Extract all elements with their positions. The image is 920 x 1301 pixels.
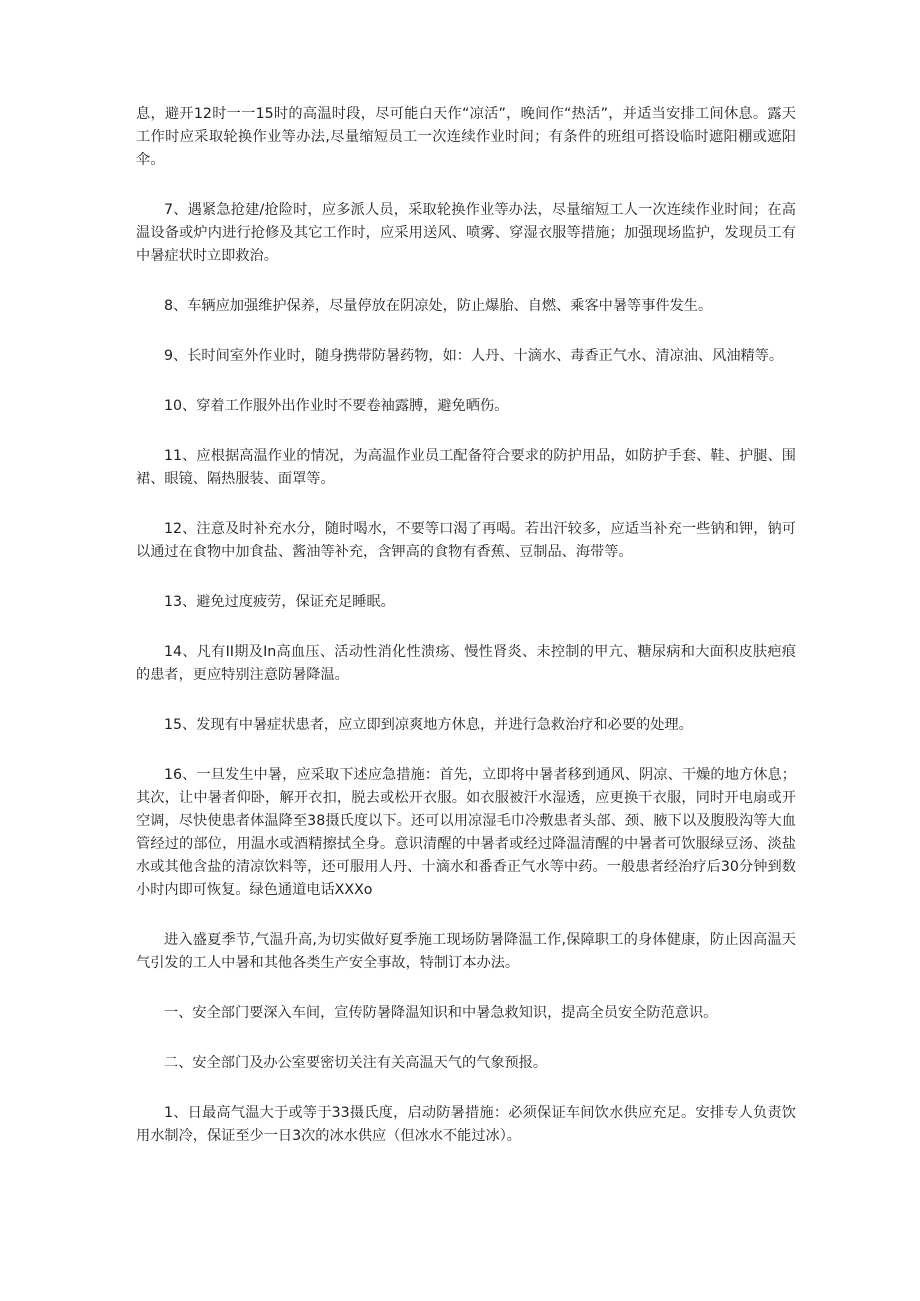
paragraph-section-1: 一、安全部门要深入车间，宣传防暑降温知识和中暑急救知识，提高全员安全防范意识。 bbox=[164, 1005, 718, 1021]
paragraph-item-15: 15、发现有中暑症状患者，应立即到凉爽地方休息，并进行急救治疗和必要的处理。 bbox=[164, 717, 693, 733]
paragraph-section-2: 二、安全部门及办公室要密切关注有关高温天气的气象预报。 bbox=[164, 1055, 548, 1071]
paragraph-item-7: 7、遇紧急抢建/抢险时，应多派人员，采取轮换作业等办法，尽量缩短工人一次连续作业时间；在高温设备或炉内进行抢修及其它工作时，应采用送风、喷雾、穿湿衣服等措施；加强现场监护，发现员工有中暑症状时立即救治。 bbox=[136, 202, 796, 264]
document-body bbox=[136, 103, 796, 1175]
paragraph-subitem-1: 1、日最高气温大于或等于33摄氏度，启动防暑措施：必须保证车间饮水供应充足。安排专人负责饮用水制冷，保证至少一日3次的冰水供应（但冰水不能过冰）。 bbox=[136, 1105, 796, 1144]
paragraph-item-13: 13、避免过度疲劳，保证充足睡眠。 bbox=[164, 594, 395, 610]
paragraph-item-14: 14、凡有II期及In高血压、活动性消化性溃疡、慢性肾炎、未控制的甲亢、糖尿病和大面积皮肤疤痕的患者，更应特别注意防暑降温。 bbox=[136, 644, 796, 683]
paragraph-item-10: 10、穿着工作服外出作业时不要卷袖露膊，避免晒伤。 bbox=[164, 398, 509, 414]
paragraph-item-11: 11、应根据高温作业的情况，为高温作业员工配备符合要求的防护用品，如防护手套、鞋、护腿、围裙、眼镜、隔热服装、面罩等。 bbox=[136, 448, 796, 487]
paragraph-continued: 息，避开12时一一15时的高温时段，尽可能白天作“凉活”，晚间作“热活”，并适当安排工间休息。露天工作时应采取轮换作业等办法,尽量缩短员工一次连续作业时间；有条件的班组可搭设临时遮阳棚或遮阳伞。 bbox=[136, 106, 796, 168]
paragraph-item-16: 16、一旦发生中暑，应采取下述应急措施：首先，立即将中暑者移到通风、阴凉、干燥的地方休息；其次，让中暑者仰卧，解开衣扣，脱去或松开衣服。如衣服被汗水湿透，应更换干衣服，同时开电扇或开空调，尽快使患者体温降至38摄氏度以下。还可以用凉湿毛巾冷敷患者头部、颈、腋下以及腹股沟等大血管经过的部位，用温水或酒精擦拭全身。意识清醒的中暑者或经过降温清醒的中暑者可饮服绿豆汤、淡盐水或其他含盐的清凉饮料等，还可服用人丹、十滴水和番香正气水等中药。一般患者经治疗后30分钟到数小时内即可恢复。绿色通道电话XXXo bbox=[136, 767, 796, 898]
paragraph-item-12: 12、注意及时补充水分，随时喝水，不要等口渴了再喝。若出汗较多，应适当补充一些钠和钾，钠可以通过在食物中加食盐、酱油等补充，含钾高的食物有香蕉、豆制品、海带等。 bbox=[136, 521, 796, 560]
paragraph-item-8: 8、车辆应加强维护保养，尽量停放在阴凉处，防止爆胎、自燃、乘客中暑等事件发生。 bbox=[164, 298, 713, 314]
paragraph-intro: 进入盛夏季节,气温升高,为切实做好夏季施工现场防暑降温工作,保障职工的身体健康，防止因高温天气引发的工人中暑和其他各类生产安全事故，特制订本办法。 bbox=[136, 932, 796, 971]
paragraph-item-9: 9、长时间室外作业时，随身携带防暑药物，如：人丹、十滴水、毒香正气水、清凉油、风油精等。 bbox=[164, 348, 784, 364]
